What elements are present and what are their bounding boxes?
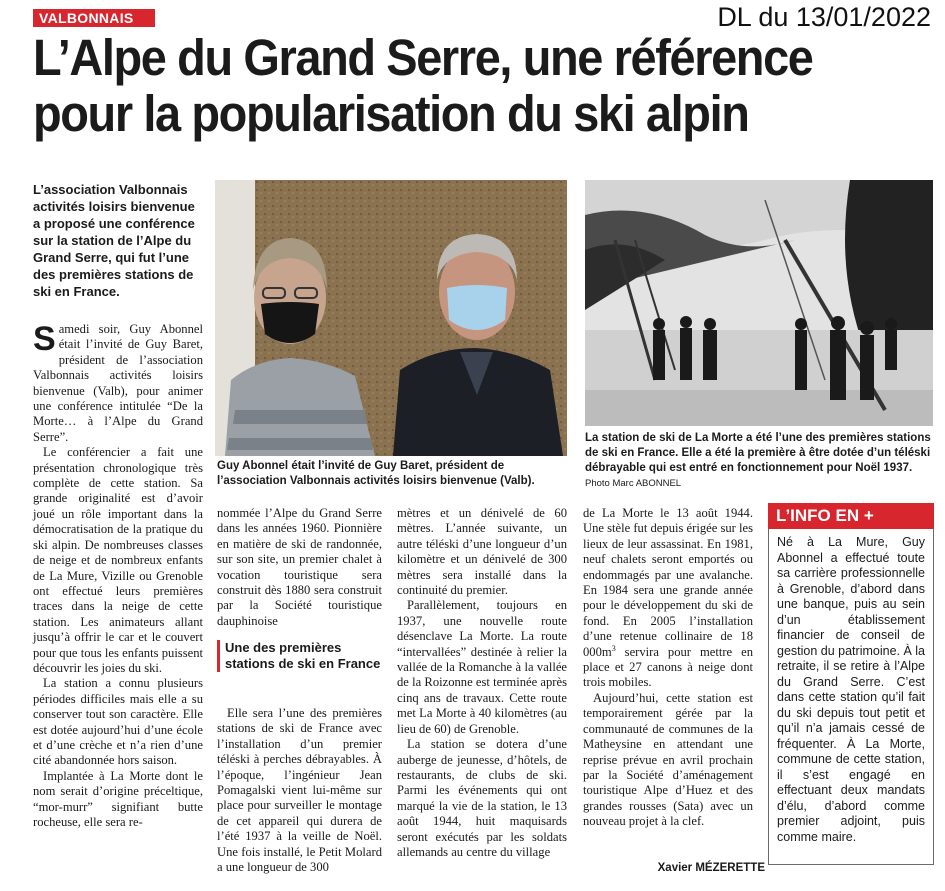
column-3 [397,506,567,860]
headline-line-2: pour la popularisation du ski alpin [33,85,749,142]
col1-paragraph-1: Samedi soir, Guy Abonnel était l’invité de Guy Baret, président de l’association Valbonnais activités loisirs bienvenue (Valb), pour animer une conférence intitulée “De la Morte… à l’Alpe du Grand Serre”. [33,320,203,444]
column-4 [583,506,753,830]
photo-ski-station [585,180,933,426]
col1-paragraph-2: Le conférencier a fait une présentation chronologique très complète de cette station. Sa grande originalité est d’avoir joué un rôle important dans la démocratisation de la pratique du ski alpin. De nombreuses classes de neige et de nombreux enfants de La Mure, Vizille ou Grenoble ont effectué leurs premières traces dans la neige de cette station. Les animateurs allant jusqu’à offrir le car et le couvert pour que tous les enfants puissent découvrir les joies du ski. [33,445,203,675]
column-2-continued [217,706,382,875]
col2-paragraph-1: nommée l’Alpe du Grand Serre dans les années 1960. Pionnière en matière de ski de randonnée, sur son site, un premier chalet à vocation touristique sera construit dès 1880 sera construit par la Société touristique dauphinoise [217,506,382,628]
photo-ski-station-image [585,180,933,426]
photo-guests-caption: Guy Abonnel était l’invité de Guy Baret, président de l’association Valbonnais activités loisirs bienvenue (Valb). [217,460,535,487]
column-1 [33,322,203,830]
col3-paragraph-1: mètres et un dénivelé de 60 mètres. L’année suivante, un autre téléski d’une longueur d’un kilomètre et un dénivelé de 300 mètres sera installé dans la continuité du premier. [397,506,567,598]
col4-paragraph-2: Aujourd’hui, cette station est temporairement gérée par la communauté de communes de la Matheysine en attendant une reprise prévue en avril prochain par la Société d’aménagement touristique Alpe d’Huez et des grandes rousses (Sata) avec un nouveau projet à la clef. [583,690,753,829]
drop-cap: S [33,320,56,358]
headline-line-1: L’Alpe du Grand Serre, une référence [33,29,813,86]
col2-paragraph-2: Elle sera l’une des premières stations de ski de France avec l’installation d’un premier téléski à perches débrayables. À l’époque, l’ingénieur Jean Pomagalski vient lui-même sur place pour surveiller le montage de cet appareil qui durera de l’été 1937 à la veille de Noël. Une fois installé, le Petit Molard a une longueur de 300 [217,706,382,875]
info-box-text: Né à La Mure, Guy Abonnel a effectué toute sa carrière professionnelle à Grenoble, d’abord dans une banque, puis au sein d’un établissement financier de conseil de gestion du patrimoine. À la retraite, il se retire à l’Alpe du Grand Serre. C’est dans cette station qu’il fait du ski depuis tout petit et qu’il n’a jamais cessé de fréquenter. À La Morte, commune de cette station, il s’est engagé en effectuant deux mandats d’élu, d’abord comme premier adjoint, puis comme maire. [777,535,926,844]
info-box-label: L’INFO EN + [768,503,934,529]
dateline: DL du 13/01/2022 [717,2,931,32]
col3-paragraph-3: La station se dotera d’une auberge de jeunesse, d’hôtels, de restaurants, de clubs de ski. Parmi les événements qui ont marqué la vie de la station, le 13 août 1944, huit maquisards seront exécutés par les soldats allemands au centre du village [397,737,567,859]
info-box [768,529,934,865]
headline [33,30,861,142]
column-2 [217,506,382,629]
col3-paragraph-2: Parallèlement, toujours en 1937, une nouvelle route désenclave La Morte. La route “intervallées” destinée à relier la vallée de la Romanche à la vallée de la Roizonne est terminée après cinq ans de travaux. Cette route met La Morte à 40 kilomètres (au lieu de 60) de Grenoble. [397,598,567,736]
photo-credit: Photo Marc ABONNEL [585,478,682,489]
section-rubric: VALBONNAIS [33,9,155,27]
subheading: Une des premières stations de ski en France [217,640,385,672]
col1-paragraph-3: La station a connu plusieurs périodes difficiles mais elle a su conserver tout son caractère. Elle est dotée aujourd’hui d’une école et d’une crèche et n’a rien d’une cité abandonnée hors saison. [33,676,203,768]
chapo-lead: L’association Valbonnais activités loisirs bienvenue a proposé une conférence sur la station de l’Alpe du Grand Serre, qui fut l’une des premières stations de ski en France. [33,182,195,299]
col1-paragraph-4: Implantée à La Morte dont le nom serait d’origine préceltique, “mor-murr” signifiant butte rocheuse, elle sera re- [33,768,203,829]
photo-ski-station-caption: La station de ski de La Morte a été l’une des premières stations de ski en France. Elle a été la première à être dotée d’un téléski débrayable qui est entré en fonctionnement pour Noël 1937. Photo Marc ABONNEL [585,432,931,489]
author-signature: Xavier MÉZERETTE [657,862,765,874]
photo-guests-image [215,180,567,456]
photo-guests [215,180,567,456]
col4-paragraph-1: de La Morte le 13 août 1944. Une stèle fut depuis érigée sur les lieux de leur assassinat. En 1981, neuf chalets seront emportés ou endommagés par une avalanche. En 1984 sera une grande année pour le développement du ski de fond. En 2005 l’installation d’une retenue collinaire de 18 $000m^3$ servira pour mettre en place et 27 canons à neige dont trois mobiles. [583,506,753,690]
